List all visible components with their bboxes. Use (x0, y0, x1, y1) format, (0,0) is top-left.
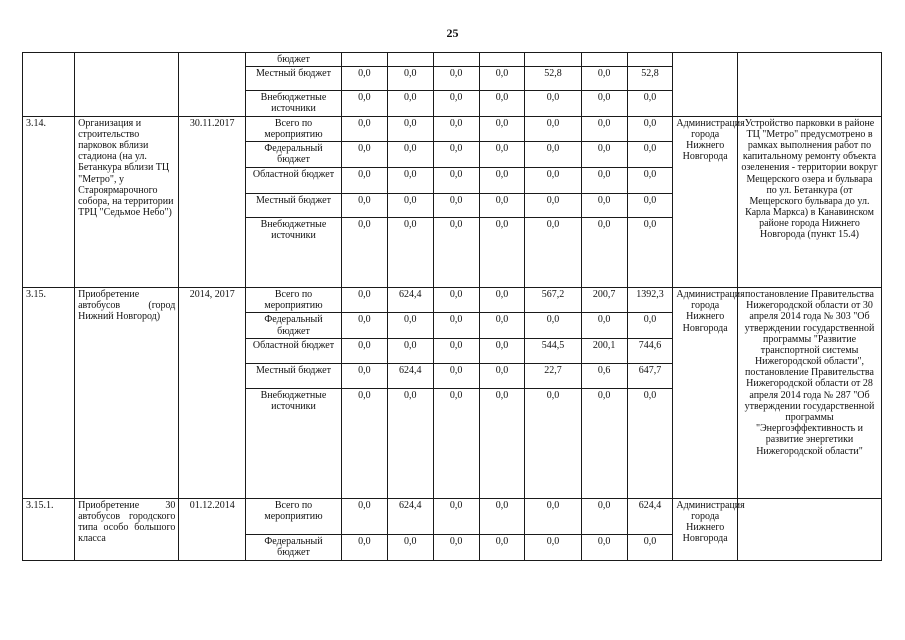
value-cell: 0,0 (387, 338, 433, 363)
value-cell (341, 53, 387, 67)
value-cell: 0,0 (479, 338, 525, 363)
value-cell: 22,7 (525, 363, 581, 388)
value-cell: 0,0 (627, 534, 673, 560)
item-executor: Администрация города Нижнего Новгорода (673, 116, 738, 287)
value-cell: 567,2 (525, 287, 581, 312)
value-cell (525, 53, 581, 67)
value-cell: 0,0 (525, 313, 581, 338)
value-cell: 0,0 (341, 313, 387, 338)
value-cell: 0,0 (479, 313, 525, 338)
value-cell: 0,0 (341, 91, 387, 116)
value-cell: 0,0 (433, 534, 479, 560)
value-cell: 0,0 (433, 338, 479, 363)
value-cell: 0,0 (341, 498, 387, 534)
value-cell: 0,0 (581, 313, 627, 338)
value-cell: 0,0 (479, 141, 525, 167)
source-label: Федеральный бюджет (246, 141, 342, 167)
item-name: Приобретение автобусов (город Нижний Новгород) (75, 287, 179, 498)
value-cell: 0,0 (387, 116, 433, 141)
value-cell: 0,0 (433, 217, 479, 287)
value-cell: 0,0 (581, 193, 627, 217)
item-name: Организация и строительство парковок вблизи стадиона (на ул. Бетанкура вблизи ТЦ "Метро", у Староярмарочного собора, на территории ТРЦ "Седьмое Небо") (75, 116, 179, 287)
value-cell: 0,0 (627, 193, 673, 217)
value-cell: 0,0 (387, 193, 433, 217)
value-cell: 544,5 (525, 338, 581, 363)
source-label: Всего по мероприятию (246, 287, 342, 312)
table-row (23, 287, 882, 312)
value-cell: 0,0 (627, 91, 673, 116)
source-label: Всего по мероприятию (246, 116, 342, 141)
source-label: Всего по мероприятию (246, 498, 342, 534)
value-cell: 0,0 (341, 363, 387, 388)
source-label: Местный бюджет (246, 363, 342, 388)
value-cell: 744,6 (627, 338, 673, 363)
value-cell (581, 53, 627, 67)
value-cell: 0,0 (479, 167, 525, 193)
value-cell: 0,0 (433, 313, 479, 338)
source-label: Областной бюджет (246, 167, 342, 193)
item-date: 30.11.2017 (179, 116, 246, 287)
value-cell: 0,0 (433, 67, 479, 91)
value-cell: 0,0 (581, 534, 627, 560)
item-number: 3.14. (23, 116, 75, 287)
item-note: Устройство парковки в районе ТЦ "Метро" предусмотрено в рамках выполнения работ по капитальному ремонту объекта озеленения - территории вокруг Мещерского озера и бульвара по ул. Бетанкура (от Мещерского бульвара до ул. Карла Маркса) в Канавинском районе города Нижнего Новгорода (пункт 15.4) (738, 116, 882, 287)
value-cell: 0,0 (387, 167, 433, 193)
value-cell: 0,0 (433, 363, 479, 388)
value-cell: 647,7 (627, 363, 673, 388)
value-cell: 0,0 (627, 116, 673, 141)
value-cell: 0,0 (627, 217, 673, 287)
value-cell: 0,0 (341, 217, 387, 287)
source-label: Внебюджетные источники (246, 217, 342, 287)
cell-executor (673, 53, 738, 117)
value-cell: 0,0 (341, 287, 387, 312)
value-cell: 0,0 (581, 217, 627, 287)
value-cell: 0,0 (433, 193, 479, 217)
value-cell: 0,0 (627, 141, 673, 167)
item-executor: Администрация города Нижнего Новгорода (673, 287, 738, 498)
value-cell: 0,0 (525, 498, 581, 534)
cell-note (738, 53, 882, 117)
value-cell: 0,0 (433, 91, 479, 116)
table-row (23, 116, 882, 141)
value-cell: 0,0 (341, 141, 387, 167)
value-cell: 0,0 (581, 116, 627, 141)
value-cell: 0,0 (433, 287, 479, 312)
item-name: Приобретение 30 автобусов городского типа особо большого класса (75, 498, 179, 560)
value-cell: 0,0 (387, 141, 433, 167)
item-executor: Администрация города Нижнего Новгорода (673, 498, 738, 560)
value-cell: 0,0 (581, 388, 627, 498)
value-cell: 0,0 (479, 193, 525, 217)
value-cell: 52,8 (627, 67, 673, 91)
value-cell: 0,0 (433, 141, 479, 167)
value-cell: 0,0 (387, 313, 433, 338)
item-date: 01.12.2014 (179, 498, 246, 560)
value-cell: 0,0 (341, 167, 387, 193)
value-cell: 200,1 (581, 338, 627, 363)
value-cell: 0,0 (479, 388, 525, 498)
item-date: 2014, 2017 (179, 287, 246, 498)
value-cell (433, 53, 479, 67)
value-cell: 0,0 (387, 388, 433, 498)
value-cell: 624,4 (387, 363, 433, 388)
value-cell: 0,0 (433, 498, 479, 534)
page-number: 25 (446, 26, 459, 40)
value-cell: 0,0 (627, 313, 673, 338)
value-cell: 624,4 (627, 498, 673, 534)
table-row (23, 53, 882, 67)
value-cell: 0,0 (433, 167, 479, 193)
source-label: бюджет (246, 53, 342, 67)
value-cell: 200,7 (581, 287, 627, 312)
value-cell (627, 53, 673, 67)
value-cell: 624,4 (387, 498, 433, 534)
value-cell: 0,0 (627, 167, 673, 193)
value-cell: 0,0 (341, 388, 387, 498)
value-cell: 0,0 (341, 116, 387, 141)
value-cell: 0,0 (479, 498, 525, 534)
value-cell: 0,0 (387, 217, 433, 287)
value-cell: 0,0 (525, 534, 581, 560)
item-number: 3.15.1. (23, 498, 75, 560)
table-row (23, 498, 882, 534)
source-label: Федеральный бюджет (246, 313, 342, 338)
value-cell: 52,8 (525, 67, 581, 91)
value-cell: 0,0 (525, 116, 581, 141)
value-cell (387, 53, 433, 67)
value-cell: 0,0 (525, 167, 581, 193)
value-cell: 0,0 (581, 91, 627, 116)
value-cell: 0,0 (341, 534, 387, 560)
cell-date (179, 53, 246, 117)
value-cell: 0,0 (479, 91, 525, 116)
value-cell: 0,0 (341, 67, 387, 91)
value-cell: 624,4 (387, 287, 433, 312)
value-cell: 0,0 (525, 217, 581, 287)
value-cell: 0,6 (581, 363, 627, 388)
value-cell: 0,0 (387, 534, 433, 560)
value-cell: 0,0 (581, 498, 627, 534)
value-cell: 0,0 (433, 116, 479, 141)
budget-table (22, 52, 882, 561)
value-cell: 0,0 (479, 534, 525, 560)
value-cell: 0,0 (525, 193, 581, 217)
value-cell: 0,0 (525, 141, 581, 167)
value-cell: 0,0 (341, 338, 387, 363)
source-label: Федеральный бюджет (246, 534, 342, 560)
value-cell: 0,0 (581, 167, 627, 193)
value-cell: 0,0 (479, 363, 525, 388)
value-cell: 0,0 (387, 91, 433, 116)
value-cell: 0,0 (581, 67, 627, 91)
source-label: Областной бюджет (246, 338, 342, 363)
cell-num (23, 53, 75, 117)
item-note: постановление Правительства Нижегородской области от 30 апреля 2014 года № 303 "Об утверждении государственной программы "Развитие транспортной системы Нижегородской области", постановление Правительства Нижегородской области от 28 апреля 2014 года № 287 "Об утверждении государственной программы "Энергоэффективность и развитие энергетики Нижегородской области" (738, 287, 882, 498)
value-cell: 0,0 (479, 116, 525, 141)
value-cell: 0,0 (387, 67, 433, 91)
value-cell: 0,0 (627, 388, 673, 498)
value-cell: 0,0 (525, 91, 581, 116)
value-cell: 0,0 (479, 217, 525, 287)
value-cell: 0,0 (479, 67, 525, 91)
value-cell: 0,0 (479, 287, 525, 312)
source-label: Внебюджетные источники (246, 91, 342, 116)
cell-name (75, 53, 179, 117)
value-cell: 1392,3 (627, 287, 673, 312)
value-cell: 0,0 (581, 141, 627, 167)
source-label: Местный бюджет (246, 67, 342, 91)
value-cell: 0,0 (525, 388, 581, 498)
value-cell: 0,0 (433, 388, 479, 498)
value-cell (479, 53, 525, 67)
value-cell: 0,0 (341, 193, 387, 217)
source-label: Внебюджетные источники (246, 388, 342, 498)
item-note (738, 498, 882, 560)
item-number: 3.15. (23, 287, 75, 498)
source-label: Местный бюджет (246, 193, 342, 217)
